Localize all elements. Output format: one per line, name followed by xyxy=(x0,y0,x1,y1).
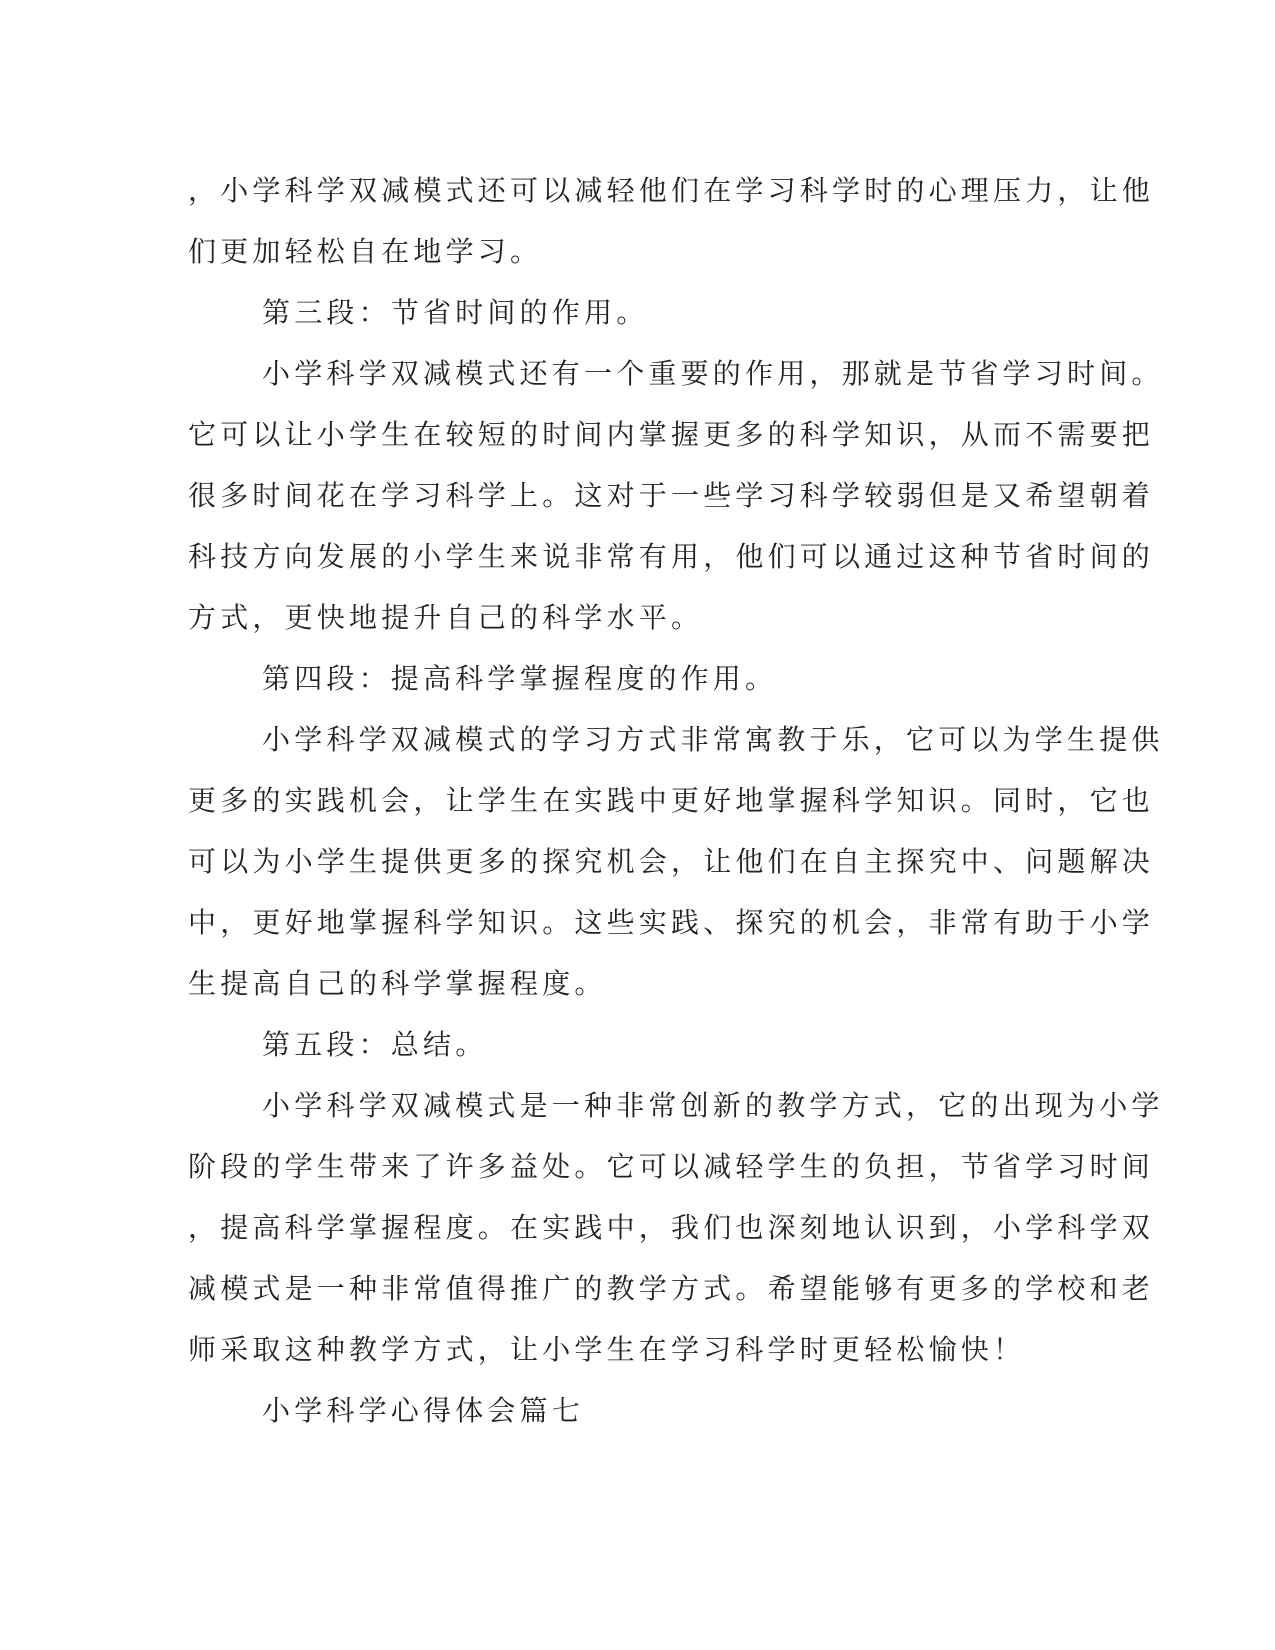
text-line: 方式，更快地提升自己的科学水平。 xyxy=(188,601,704,634)
text-line: 更多的实践机会，让学生在实践中更好地掌握科学知识。同时，它也 xyxy=(188,784,1155,817)
text-line: 阶段的学生带来了许多益处。它可以减轻学生的负担，节省学习时间 xyxy=(188,1150,1155,1183)
text-line: ，小学科学双减模式还可以减轻他们在学习科学时的心理压力，让他 xyxy=(188,174,1155,207)
text-line: 中，更好地掌握科学知识。这些实践、探究的机会，非常有助于小学 xyxy=(188,906,1155,939)
document-body xyxy=(188,160,1164,1441)
text-line: ，提高科学掌握程度。在实践中，我们也深刻地认识到，小学科学双 xyxy=(188,1211,1155,1244)
text-line: 小学科学双减模式还有一个重要的作用，那就是节省学习时间。 xyxy=(262,357,1164,390)
text-line: 它可以让小学生在较短的时间内掌握更多的科学知识，从而不需要把 xyxy=(188,418,1155,451)
text-line: 生提高自己的科学掌握程度。 xyxy=(188,967,607,1000)
text-line: 科技方向发展的小学生来说非常有用，他们可以通过这种节省时间的 xyxy=(188,540,1155,573)
section-heading: 第五段：总结。 xyxy=(262,1028,488,1061)
chapter-title: 小学科学心得体会篇七 xyxy=(262,1394,585,1427)
text-line: 可以为小学生提供更多的探究机会，让他们在自主探究中、问题解决 xyxy=(188,845,1155,878)
text-line: 小学科学双减模式的学习方式非常寓教于乐，它可以为学生提供 xyxy=(262,723,1164,756)
section-heading: 第三段：节省时间的作用。 xyxy=(262,296,649,329)
section-heading: 第四段：提高科学掌握程度的作用。 xyxy=(262,662,778,695)
text-line: 小学科学双减模式是一种非常创新的教学方式，它的出现为小学 xyxy=(262,1089,1164,1122)
text-line: 师采取这种教学方式，让小学生在学习科学时更轻松愉快！ xyxy=(188,1333,1026,1366)
text-line: 减模式是一种非常值得推广的教学方式。希望能够有更多的学校和老 xyxy=(188,1272,1155,1305)
text-line: 们更加轻松自在地学习。 xyxy=(188,235,543,268)
text-line: 很多时间花在学习科学上。这对于一些学习科学较弱但是又希望朝着 xyxy=(188,479,1155,512)
